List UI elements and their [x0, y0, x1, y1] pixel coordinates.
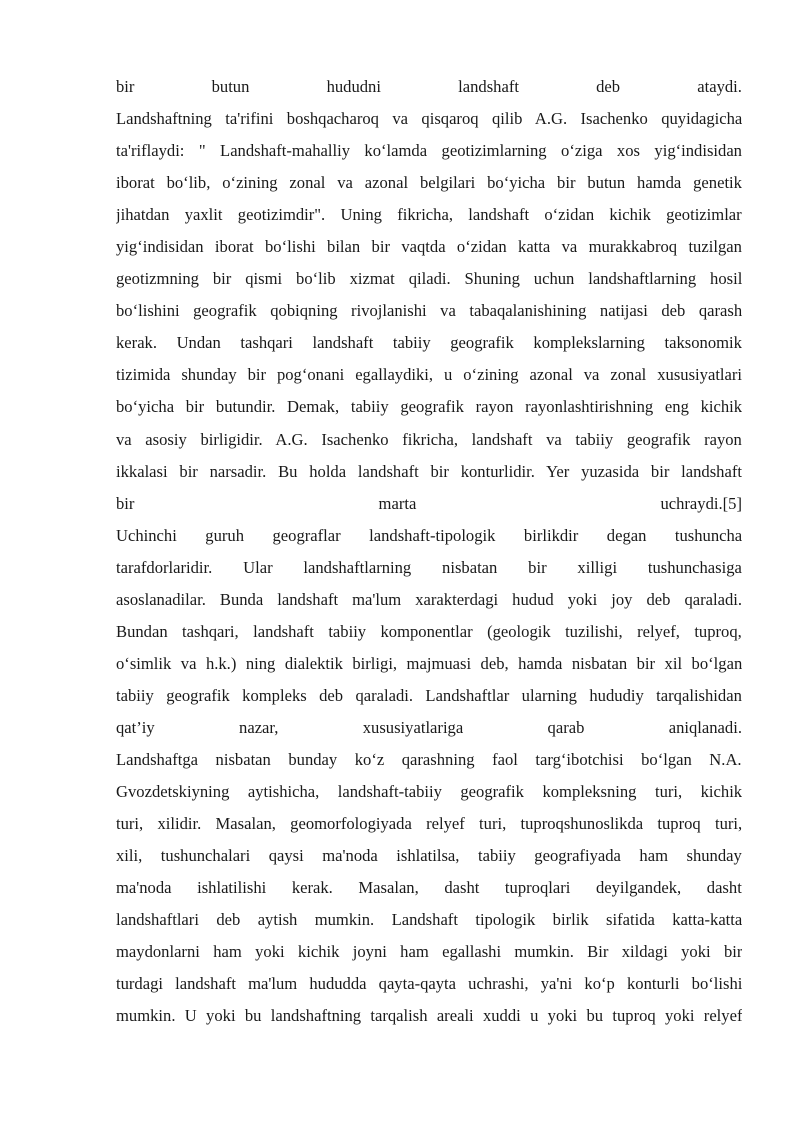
text-line: geotizmning bir qismi bo‘lib xizmat qiladi. Shuning uchun landshaftlarning hosil [116, 269, 742, 289]
text-line: o‘simlik va h.k.) ning dialektik birligi, majmuasi deb, hamda nisbatan bir xil bo‘lgan [116, 653, 742, 673]
text-line: ta'riflaydi: " Landshaft-mahalliy ko‘lamda geotizimlarning o‘ziga xos yig‘indisidan [116, 141, 742, 161]
text-line: Landshaftning ta'rifini boshqacharoq va qisqaroq qilib A.G. Isachenko quyidagicha [116, 109, 742, 129]
text-line: kerak. Undan tashqari landshaft tabiiy geografik komplekslarning taksonomik [116, 333, 742, 353]
text-line: Landshaftga nisbatan bunday ko‘z qarashning faol targ‘ibotchisi bo‘lgan N.A. [116, 749, 742, 769]
text-line: bo‘lishini geografik qobiqning rivojlanishi va tabaqalanishining natijasi deb qarash [116, 301, 742, 321]
text-line: turi, xilidir. Masalan, geomorfologiyada relyef turi, tuproqshunoslikda tuproq turi, [116, 814, 742, 834]
text-line [116, 712, 742, 744]
text-line: yig‘indisidan iborat bo‘lishi bilan bir vaqtda o‘zidan katta va murakkabroq tuzilgan [116, 237, 742, 257]
word: ataydi. [697, 77, 742, 96]
word: qarab [547, 717, 585, 737]
text-line [116, 71, 742, 103]
word: xususiyatlariga [362, 717, 464, 737]
text-line: iborat bo‘lib, o‘zining zonal va azonal belgilari bo‘yicha bir butun hamda genetik [116, 173, 742, 193]
text-line: tarafdorlaridir. Ular landshaftlarning nisbatan bir xilligi tushunchasiga [116, 557, 742, 577]
word: landshaft [458, 77, 519, 96]
text-line [116, 488, 742, 520]
text-line: Bundan tashqari, landshaft tabiiy komponentlar (geologik tuzilishi, relyef, tuproq, [116, 621, 742, 641]
word: marta [378, 493, 417, 513]
word: deb [596, 77, 621, 96]
text-line: tizimida shunday bir pog‘onani egallaydiki, u o‘zining azonal va zonal xususiyatlari [116, 365, 742, 385]
text-line: ikkalasi bir narsadir. Bu holda landshaft bir konturlidir. Yer yuzasida bir landshaft [116, 461, 742, 481]
word: bir [116, 77, 135, 96]
text-line: Uchinchi guruh geograflar landshaft-tipologik birlikdir degan tushuncha [116, 525, 742, 545]
word: uchraydi.[5] [660, 493, 742, 513]
text-line: ma'noda ishlatilishi kerak. Masalan, dasht tuproqlari deyilgandek, dasht [116, 878, 742, 898]
text-line: tabiiy geografik kompleks deb qaraladi. Landshaftlar ularning hududiy tarqalishidan [116, 685, 742, 705]
text-line: landshaftlari deb aytish mumkin. Landshaft tipologik birlik sifatida katta-katta [116, 910, 742, 930]
text-line: va asosiy birligidir. A.G. Isachenko fikricha, landshaft va tabiiy geografik rayon [116, 429, 742, 449]
text-line: bo‘yicha bir butundir. Demak, tabiiy geografik rayon rayonlashtirishning eng kichik [116, 397, 742, 417]
text-line: xili, tushunchalari qaysi ma'noda ishlatilsa, tabiiy geografiyada ham shunday [116, 846, 742, 866]
text-line: jihatdan yaxlit geotizimdir". Uning fikricha, landshaft o‘zidan kichik geotizimlar [116, 205, 742, 225]
word: aniqlanadi. [668, 717, 742, 737]
word: qat’iy [116, 717, 155, 737]
word: hududni [326, 77, 381, 96]
text-line: turdagi landshaft ma'lum hududda qayta-qayta uchrashi, ya'ni ko‘p konturli bo‘lishi [116, 974, 742, 994]
text-line: mumkin. U yoki bu landshaftning tarqalish areali xuddi u yoki bu tuproq yoki relyef [116, 1006, 742, 1026]
word: nazar, [239, 717, 279, 737]
text-line: asoslanadilar. Bunda landshaft ma'lum xarakterdagi hudud yoki joy deb qaraladi. [116, 589, 742, 609]
word: butun [211, 77, 250, 96]
text-line: Gvozdetskiyning aytishicha, landshaft-tabiiy geografik kompleksning turi, kichik [116, 782, 742, 802]
text-line: maydonlarni ham yoki kichik joyni ham egallashi mumkin. Bir xildagi yoki bir [116, 942, 742, 962]
word: bir [116, 493, 135, 513]
document-page [116, 71, 742, 1032]
